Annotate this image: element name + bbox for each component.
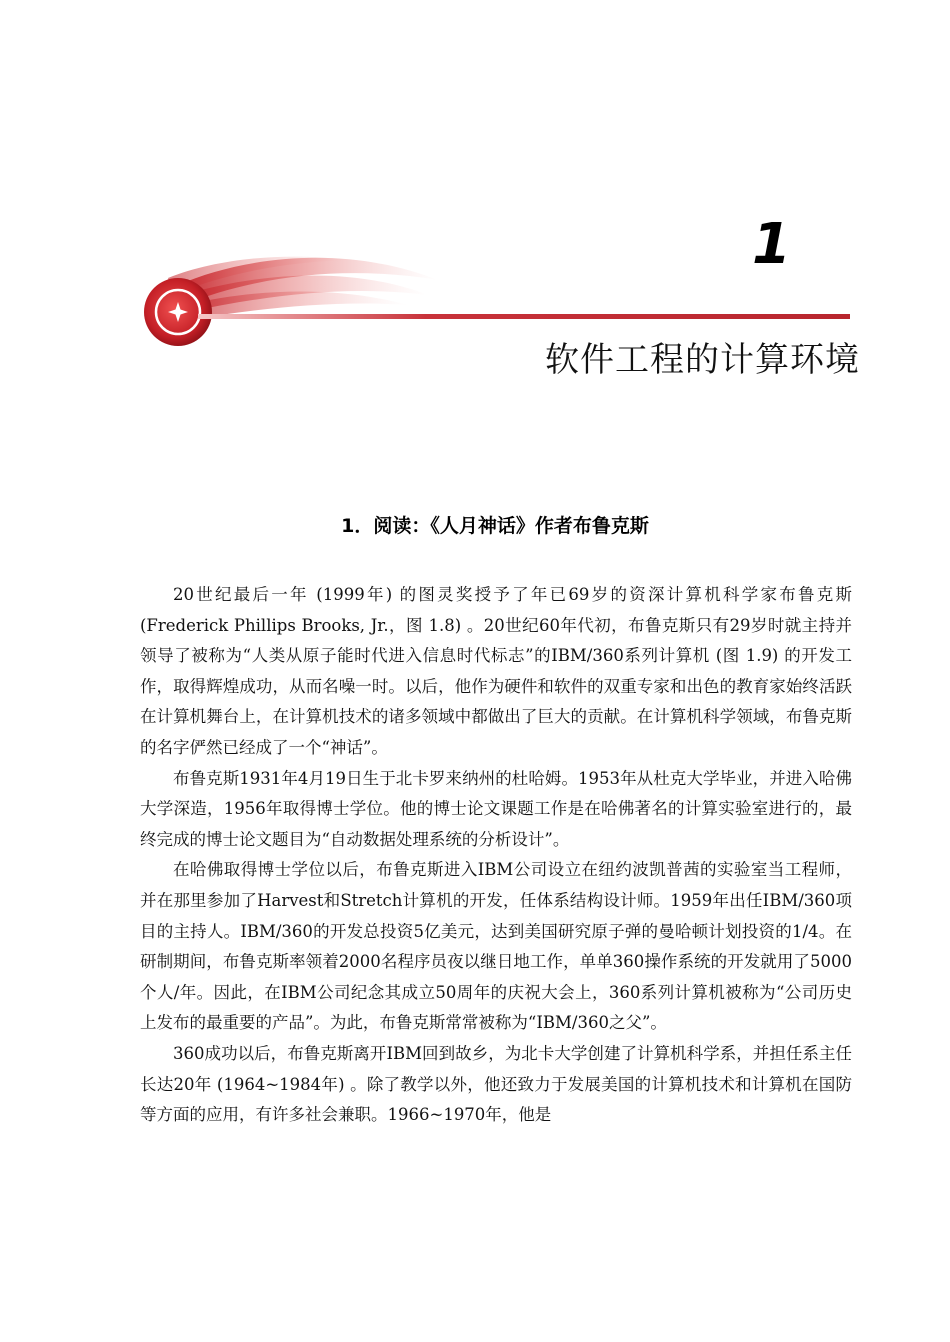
- paragraph: 在哈佛取得博士学位以后，布鲁克斯进入IBM公司设立在纽约波凯普茜的实验室当工程师，并在那里参加了Harvest和Stretch计算机的开发，任体系结构设计师。1959年出任IBM/360项目的主持人。IBM/360的开发总投资5亿美元，达到美国研究原子弹的曼哈顿计划投资的1/4。在研制期间，布鲁克斯率领着2000名程序员夜以继日地工作，单单360操作系统的开发就用了5000个人/年。因此，在IBM公司纪念其成立50周年的庆祝大会上，360系列计算机被称为“公司历史上发布的最重要的产品”。为此，布鲁克斯常常被称为“IBM/360之父”。: [140, 860, 852, 1033]
- chapter-number: 1: [752, 212, 791, 277]
- body-text: [140, 580, 852, 1131]
- chapter-title: 软件工程的计算环境: [545, 340, 860, 380]
- section-heading: 1．阅读：《人月神话》作者布鲁克斯: [341, 515, 649, 537]
- paragraph: 20世纪最后一年 (1999年) 的图灵奖授予了年已69岁的资深计算机科学家布鲁克斯 (Frederick Phillips Brooks, Jr.，图 1.8) 。20世纪60年代初，布鲁克斯只有29岁时就主持并领导了被称为“人类从原子能时代进入信息时代标志”的IBM/360系列计算机 (图 1.9) 的开发工作，取得辉煌成功，从而名噪一时。以后，他作为硬件和软件的双重专家和出色的教育家始终活跃在计算机舞台上，在计算机技术的诸多领域中都做出了巨大的贡献。在计算机科学领域，布鲁克斯的名字俨然已经成了一个“神话”。: [140, 585, 852, 757]
- paragraph: 布鲁克斯1931年4月19日生于北卡罗来纳州的杜哈姆。1953年从杜克大学毕业，并进入哈佛大学深造，1956年取得博士学位。他的博士论文课题工作是在哈佛著名的计算实验室进行的，最终完成的博士论文题目为“自动数据处理系统的分析设计”。: [140, 768, 852, 849]
- paragraph: 360成功以后，布鲁克斯离开IBM回到故乡，为北卡大学创建了计算机科学系，并担任系主任长达20年 (1964~1984年) 。除了教学以外，他还致力于发展美国的计算机技术和计算机在国防等方面的应用，有许多社会兼职。1966~1970年，他是: [140, 1043, 852, 1125]
